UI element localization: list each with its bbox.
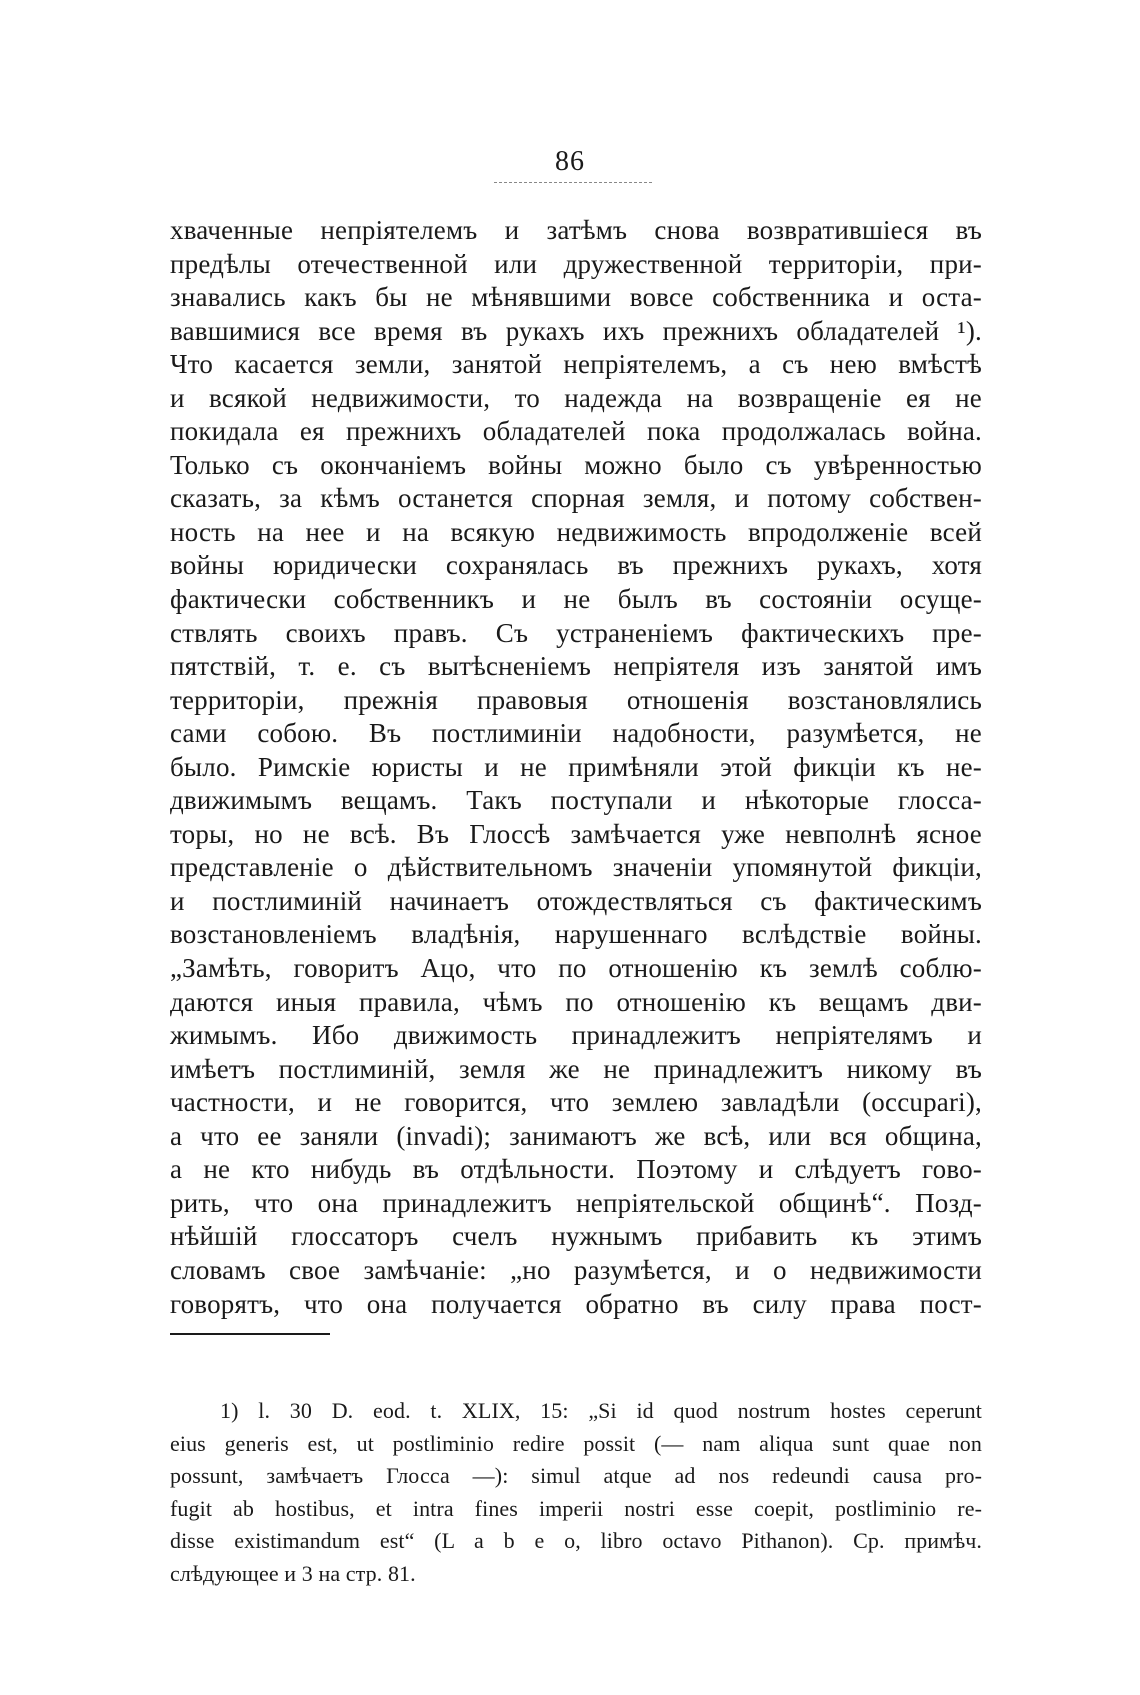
text-line: и постлиминій начинаетъ отождествляться съ фактическимъ: [170, 885, 982, 916]
text-line: а что ее заняли (invadi); занимаютъ же всѣ, или вся община,: [170, 1120, 982, 1151]
footnote: [170, 1395, 982, 1591]
footnote-line: 1) l. 30 D. eod. t. XLIX, 15: „Si id quod nostrum hostes ceperunt: [220, 1398, 982, 1423]
text-line: даются иныя правила, чѣмъ по отношенію къ вещамъ дви-: [170, 986, 982, 1017]
text-line: войны юридически сохранялась въ прежнихъ рукахъ, хотя: [170, 550, 982, 581]
text-line: движимымъ вещамъ. Такъ поступали и нѣкоторые глосса-: [170, 785, 982, 816]
text-line: территоріи, прежнія правовыя отношенія возстановлялись: [170, 684, 982, 715]
text-line: Только съ окончаніемъ войны можно было съ увѣренностью: [170, 449, 982, 480]
text-line: сказать, за кѣмъ останется спорная земля, и потому собствен-: [170, 483, 982, 514]
text-line: имѣетъ постлиминій, земля же не принадлежитъ никому въ: [170, 1053, 982, 1084]
text-line: частности, и не говорится, что землею завладѣли (occupari),: [170, 1087, 982, 1118]
footnote-line: possunt, замѣчаетъ Глосса —): simul atque ad nos redeundi causa pro-: [170, 1463, 982, 1489]
text-line: рить, что она принадлежитъ непріятельской общинѣ“. Позд-: [170, 1187, 982, 1218]
text-line: хваченные непріятелемъ и затѣмъ снова возвратившіеся въ: [170, 215, 982, 245]
footnote-line: fugit ab hostibus, et intra fines imperii nostri esse coepit, postliminio re-: [170, 1495, 982, 1521]
text-line: жимымъ. Ибо движимость принадлежитъ непріятелямъ и: [170, 1020, 982, 1051]
text-line: фактически собственникъ и не былъ въ состояніи осуще-: [170, 584, 982, 615]
page-number: 86: [555, 146, 585, 177]
text-line: представленіе о дѣйствительномъ значеніи упомянутой фикціи,: [170, 852, 982, 883]
text-line: пятствій, т. е. съ вытѣсненіемъ непріятеля изъ занятой имъ: [170, 651, 982, 682]
footnote-separator: [170, 1333, 330, 1335]
footnote-line: disse existimandum est“ (L a b e o, libro octavo Pithanon). Ср. примѣч.: [170, 1528, 982, 1554]
text-line: сами собою. Въ постлиминіи надобности, разумѣется, не: [170, 718, 982, 749]
footnote-line: слѣдующее и 3 на стр. 81.: [170, 1560, 416, 1586]
text-line: и всякой недвижимости, то надежда на возвращеніе ея не: [170, 382, 982, 413]
text-line: предѣлы отечественной или дружественной территоріи, при-: [170, 248, 982, 279]
footnote-line: eius generis est, ut postliminio redire possit (— nam aliqua sunt quae non: [170, 1430, 982, 1456]
text-line: покидала ея прежнихъ обладателей пока продолжалась война.: [170, 416, 982, 447]
text-line: ность на нее и на всякую недвижимость впродолженіе всей: [170, 516, 982, 547]
text-line: ствлять своихъ правъ. Съ устраненіемъ фактическихъ пре-: [170, 617, 982, 648]
text-line: Что касается земли, занятой непріятелемъ, а съ нею вмѣстѣ: [170, 349, 982, 380]
text-line: а не кто нибудь въ отдѣльности. Поэтому и слѣдуетъ гово-: [170, 1154, 982, 1185]
text-line: нѣйшій глоссаторъ счелъ нужнымъ прибавить къ этимъ: [170, 1221, 982, 1252]
text-line: вавшимися все время въ рукахъ ихъ прежнихъ обладателей ¹).: [170, 315, 982, 346]
main-text: [170, 214, 982, 1321]
text-line: возстановленіемъ владѣнія, нарушеннаго вслѣдствіе войны.: [170, 919, 982, 950]
text-line: торы, но не всѣ. Въ Глоссѣ замѣчается уже невполнѣ ясное: [170, 818, 982, 849]
text-line: говорятъ, что она получается обратно въ силу права пост-: [170, 1288, 982, 1319]
text-line: словамъ свое замѣчаніе: „но разумѣется, и о недвижимости: [170, 1254, 982, 1285]
text-line: „Замѣть, говоритъ Ацо, что по отношенію къ землѣ соблю-: [170, 953, 982, 984]
text-line: было. Римскіе юристы и не примѣняли этой фикціи къ не-: [170, 751, 982, 782]
text-line: знавались какъ бы не мѣнявшими вовсе собственника и оста-: [170, 282, 982, 313]
page-number-underline: [494, 182, 652, 183]
